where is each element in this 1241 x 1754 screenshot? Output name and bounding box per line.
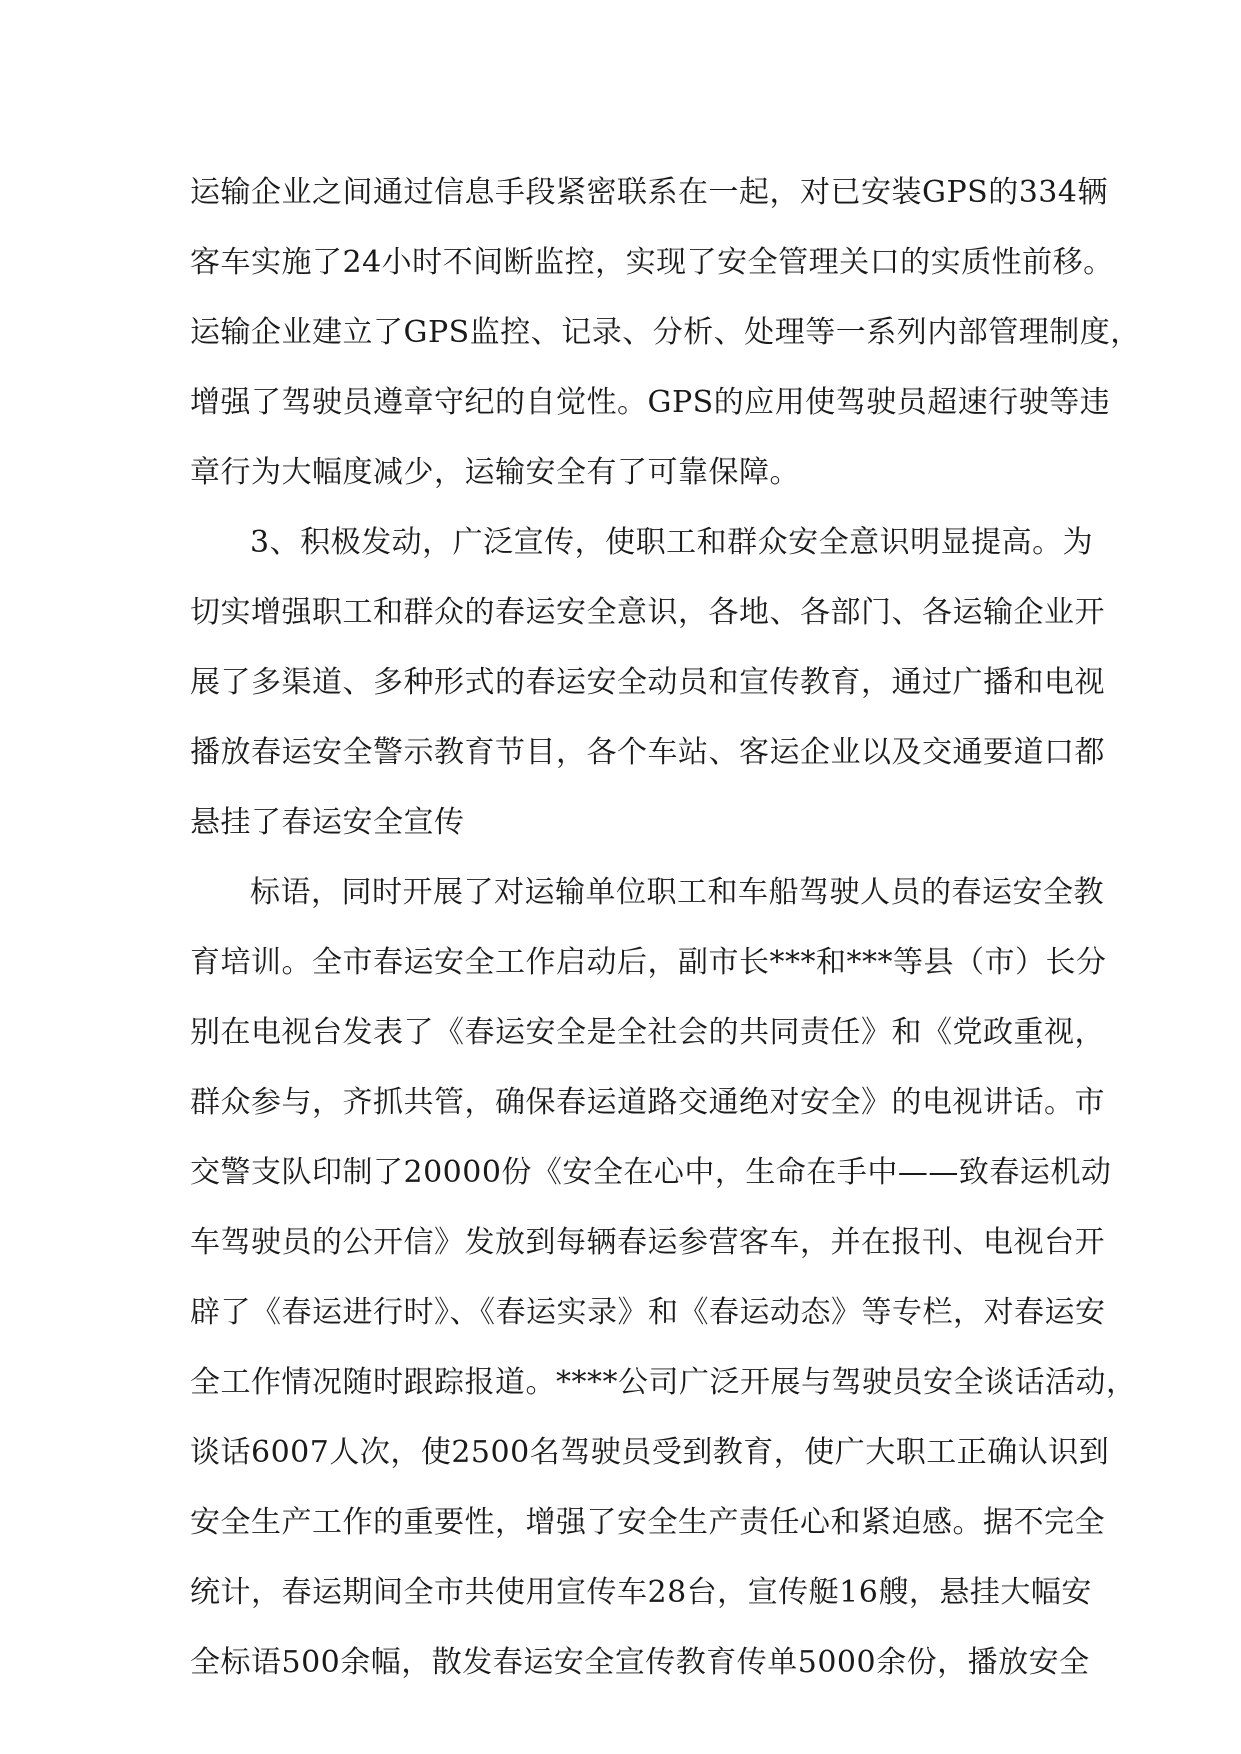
text-line-8: 展了多渠道、多种形式的春运安全动员和宣传教育，通过广播和电视 bbox=[190, 665, 1105, 700]
text-line-16: 车驾驶员的公开信》发放到每辆春运参营客车，并在报刊、电视台开 bbox=[190, 1225, 1105, 1260]
text-line-15: 交警支队印制了20000份《安全在心中，生命在手中——致春运机动 bbox=[190, 1155, 1112, 1190]
text-line-9: 播放春运安全警示教育节目，各个车站、客运企业以及交通要道口都 bbox=[190, 735, 1105, 770]
text-line-18: 全工作情况随时跟踪报道。****公司广泛开展与驾驶员安全谈话活动， bbox=[190, 1365, 1137, 1400]
text-line-22: 全标语500余幅，散发春运安全宣传教育传单5000余份，播放安全 bbox=[190, 1645, 1090, 1680]
text-line-12: 育培训。全市春运安全工作启动后，副市长***和***等县（市）长分 bbox=[190, 945, 1107, 980]
text-line-5: 章行为大幅度减少，运输安全有了可靠保障。 bbox=[190, 455, 800, 490]
text-line-17: 辟了《春运进行时》、《春运实录》和《春运动态》等专栏，对春运安 bbox=[190, 1295, 1106, 1330]
text-line-4: 增强了驾驶员遵章守纪的自觉性。GPS的应用使驾驶员超速行驶等违 bbox=[190, 385, 1111, 420]
text-line-2: 客车实施了24小时不间断监控，实现了安全管理关口的实质性前移。 bbox=[190, 245, 1114, 280]
text-line-1: 运输企业之间通过信息手段紧密联系在一起，对已安装GPS的334辆 bbox=[190, 175, 1108, 210]
text-line-11: 标语，同时开展了对运输单位职工和车船驾驶人员的春运安全教 bbox=[250, 875, 1104, 910]
text-line-21: 统计，春运期间全市共使用宣传车28台，宣传艇16艘，悬挂大幅安 bbox=[190, 1575, 1092, 1610]
text-line-10: 悬挂了春运安全宣传 bbox=[190, 805, 465, 840]
text-line-13: 别在电视台发表了《春运安全是全社会的共同责任》和《党政重视， bbox=[190, 1015, 1105, 1050]
text-line-3: 运输企业建立了GPS监控、记录、分析、处理等一系列内部管理制度， bbox=[190, 315, 1141, 350]
text-line-19: 谈话6007人次，使2500名驾驶员受到教育，使广大职工正确认识到 bbox=[190, 1435, 1110, 1470]
text-line-6: 3、积极发动，广泛宣传，使职工和群众安全意识明显提高。为 bbox=[250, 525, 1094, 560]
body-text bbox=[190, 158, 1141, 1698]
text-line-20: 安全生产工作的重要性，增强了安全生产责任心和紧迫感。据不完全 bbox=[190, 1505, 1105, 1540]
text-line-7: 切实增强职工和群众的春运安全意识，各地、各部门、各运输企业开 bbox=[190, 595, 1105, 630]
text-line-14: 群众参与，齐抓共管，确保春运道路交通绝对安全》的电视讲话。市 bbox=[190, 1085, 1105, 1120]
